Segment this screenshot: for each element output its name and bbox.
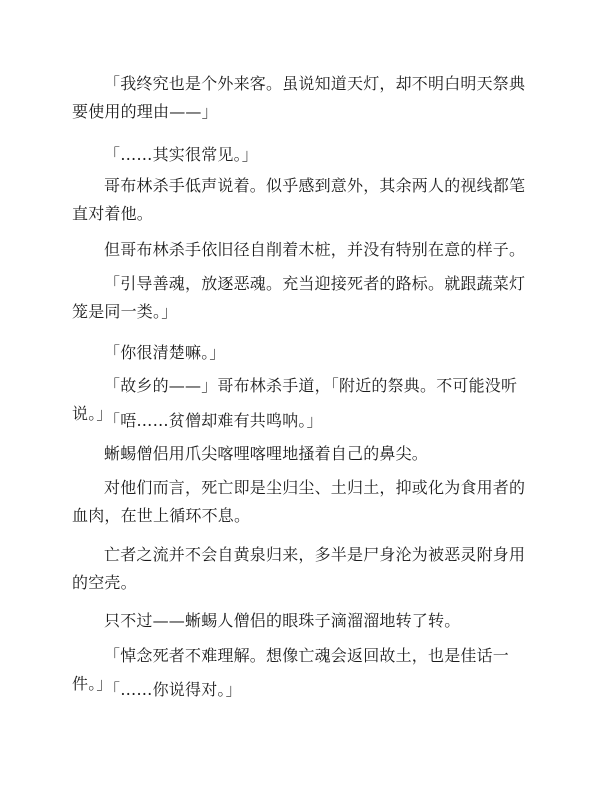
paragraph: 只不过——蜥蜴人僧侣的眼珠子滴溜溜地转了转。 [104, 611, 461, 630]
paragraph: 「悼念死者不难理解。想像亡魂会返回故土，也是佳话一件。」 [72, 646, 510, 693]
paragraph: 「引导善魂，放逐恶魂。充当迎接死者的路标。就跟蔬菜灯笼是同一类。」 [72, 274, 526, 321]
paragraph: 哥布林杀手低声说着。似乎感到意外，其余两人的视线都笔直对着他。 [72, 176, 526, 223]
paragraph: 「……其实很常见。」 [104, 145, 259, 164]
paragraph: 「故乡的——」哥布林杀手道，「附近的祭典。不可能没听说。」 [72, 376, 518, 423]
paragraph: 亡者之流并不会自黄泉归来，多半是尸身沦为被恶灵附身用的空壳。 [72, 545, 526, 592]
paragraph: 「唔……贫僧却难有共鸣呐。」 [104, 411, 323, 430]
paragraph: 但哥布林杀手依旧径自削着木桩，并没有特别在意的样子。 [104, 240, 526, 259]
paragraph: 「我终究也是个外来客。虽说知道天灯，却不明白明天祭典要使用的理由——」 [72, 74, 526, 121]
paragraph: 「你很清楚嘛。」 [104, 343, 226, 362]
paragraph: 「……你说得对。」 [104, 680, 242, 699]
paragraph: 对他们而言，死亡即是尘归尘、土归土，抑或化为食用者的血肉，在世上循环不息。 [72, 478, 526, 525]
paragraph: 蜥蜴僧侣用爪尖喀哩喀哩地搔着自己的鼻尖。 [104, 444, 429, 463]
